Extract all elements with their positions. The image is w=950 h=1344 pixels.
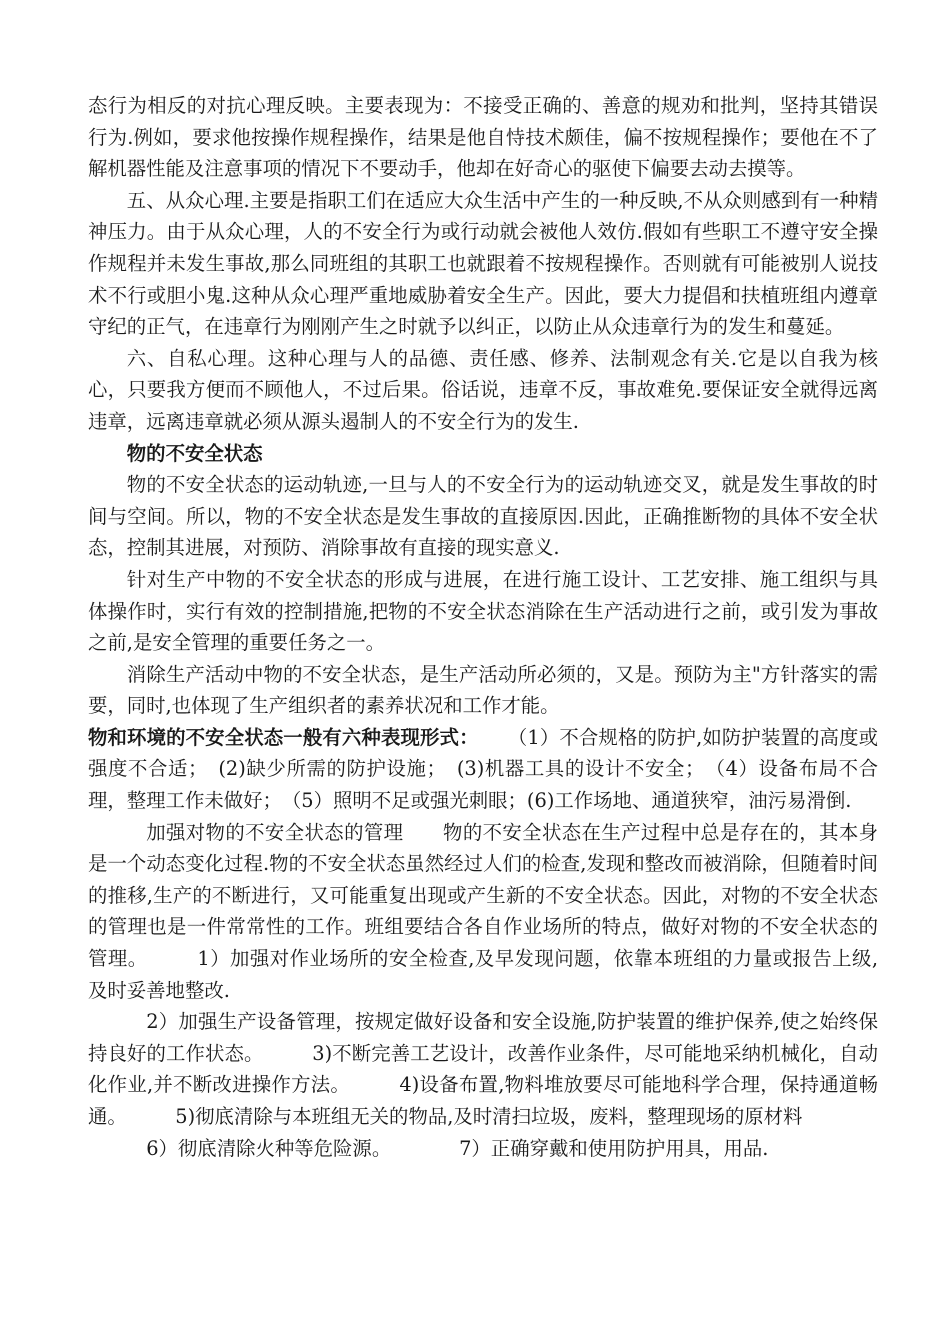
paragraph-resistance-tail: 态行为相反的对抗心理反映。主要表现为：不接受正确的、善意的规劝和批判，坚持其错误行为.例如，要求他按操作规程操作，结果是他自恃技术颇佳，偏不按规程操作；要他在不了解机器性能及注意事项的情况下不要动手，他却在好奇心的驱使下偏要去动去摸等。 [88,94,878,181]
section-heading-unsafe-state: 物的不安全状态 [126,441,263,465]
paragraph-elimination-necessity: 消除生产活动中物的不安全状态，是生产活动所必须的，又是。预防为主"方针落实的需要，同时,也体现了生产组织者的素养状况和工作才能。 [88,662,878,718]
paragraph-unsafe-state-trajectory: 物的不安全状态的运动轨迹,一旦与人的不安全行为的运动轨迹交叉，就是发生事故的时间与空间。所以，物的不安全状态是发生事故的直接原因.因此，正确推断物的具体不安全状态，控制其进展，对预防、消除事故有直接的现实意义. [88,473,878,560]
six-forms-lead: 物和环境的不安全状态一般有六种表现形式： [88,725,479,749]
paragraph-strengthen-management: 加强对物的不安全状态的管理 物的不安全状态在生产过程中总是存在的，其本身是一个动态变化过程.物的不安全状态虽然经过人们的检查,发现和整改而被消除，但随着时间的推移,生产的不断进行，又可能重复出现或产生新的不安全状态。因此，对物的不安全状态的管理也是一件常常性的工作。班组要结合各自作业场所的特点，做好对物的不安全状态的管理。 1）加强对作业场所的安全检查,及早发现问题，依靠本班组的力量或报告上级,及时妥善地整改. [88,820,878,1002]
document-page [88,90,878,1164]
paragraph-six-forms [88,722,878,817]
paragraph-conformity-psychology: 五、从众心理.主要是指职工们在适应大众生活中产生的一种反映,不从众则感到有一种精神压力。由于从众心理，人的不安全行为或行动就会被他人效仿.假如有些职工不遵守安全操作规程并未发生事故,那么同班组的其职工也就跟着不按规程操作。否则就有可能被别人说技术不行或胆小鬼.这种从众心理严重地威胁着安全生产。因此，要大力提倡和扶植班组内遵章守纪的正气，在违章行为刚刚产生之时就予以纠正，以防止从众违章行为的发生和蔓延。 [88,188,878,339]
paragraph-equipment-management: 2）加强生产设备管理，按规定做好设备和安全设施,防护装置的维护保养,使之始终保持良好的工作状态。 3)不断完善工艺设计，改善作业条件，尽可能地采纳机械化，自动化作业,并不断改进操作方法。 4)设备布置,物料堆放要尽可能地科学合理，保持通道畅通。 5)彻底清除与本班组无关的物品,及时清扫垃圾，废料，整理现场的原材料 [88,1010,878,1128]
six-forms-list: （1）不合规格的防护,如防护装置的高度或强度不合适； (2)缺少所需的防护设施； (3)机器工具的设计不安全； （4）设备布局不合理，整理工作未做好； （5）照明不足或强光刺眼；(6)工作场地、通道狭窄，油污易滑倒. [88,725,878,813]
paragraph-selfish-psychology: 六、自私心理。这种心理与人的品德、责任感、修养、法制观念有关.它是以自我为核心，只要我方便而不顾他人，不过后果。俗话说，违章不反，事故难免.要保证安全就得远离违章，远离违章就必须从源头遏制人的不安全行为的发生. [88,346,878,433]
paragraph-control-measures: 针对生产中物的不安全状态的形成与进展，在进行施工设计、工艺安排、施工组织与具体操作时，实行有效的控制措施,把物的不安全状态消除在生产活动进行之前，或引发为事故之前,是安全管理的重要任务之一。 [88,567,878,655]
paragraph-hazard-removal: 6）彻底清除火种等危险源。 7）正确穿戴和使用防护用具，用品. [146,1136,769,1160]
